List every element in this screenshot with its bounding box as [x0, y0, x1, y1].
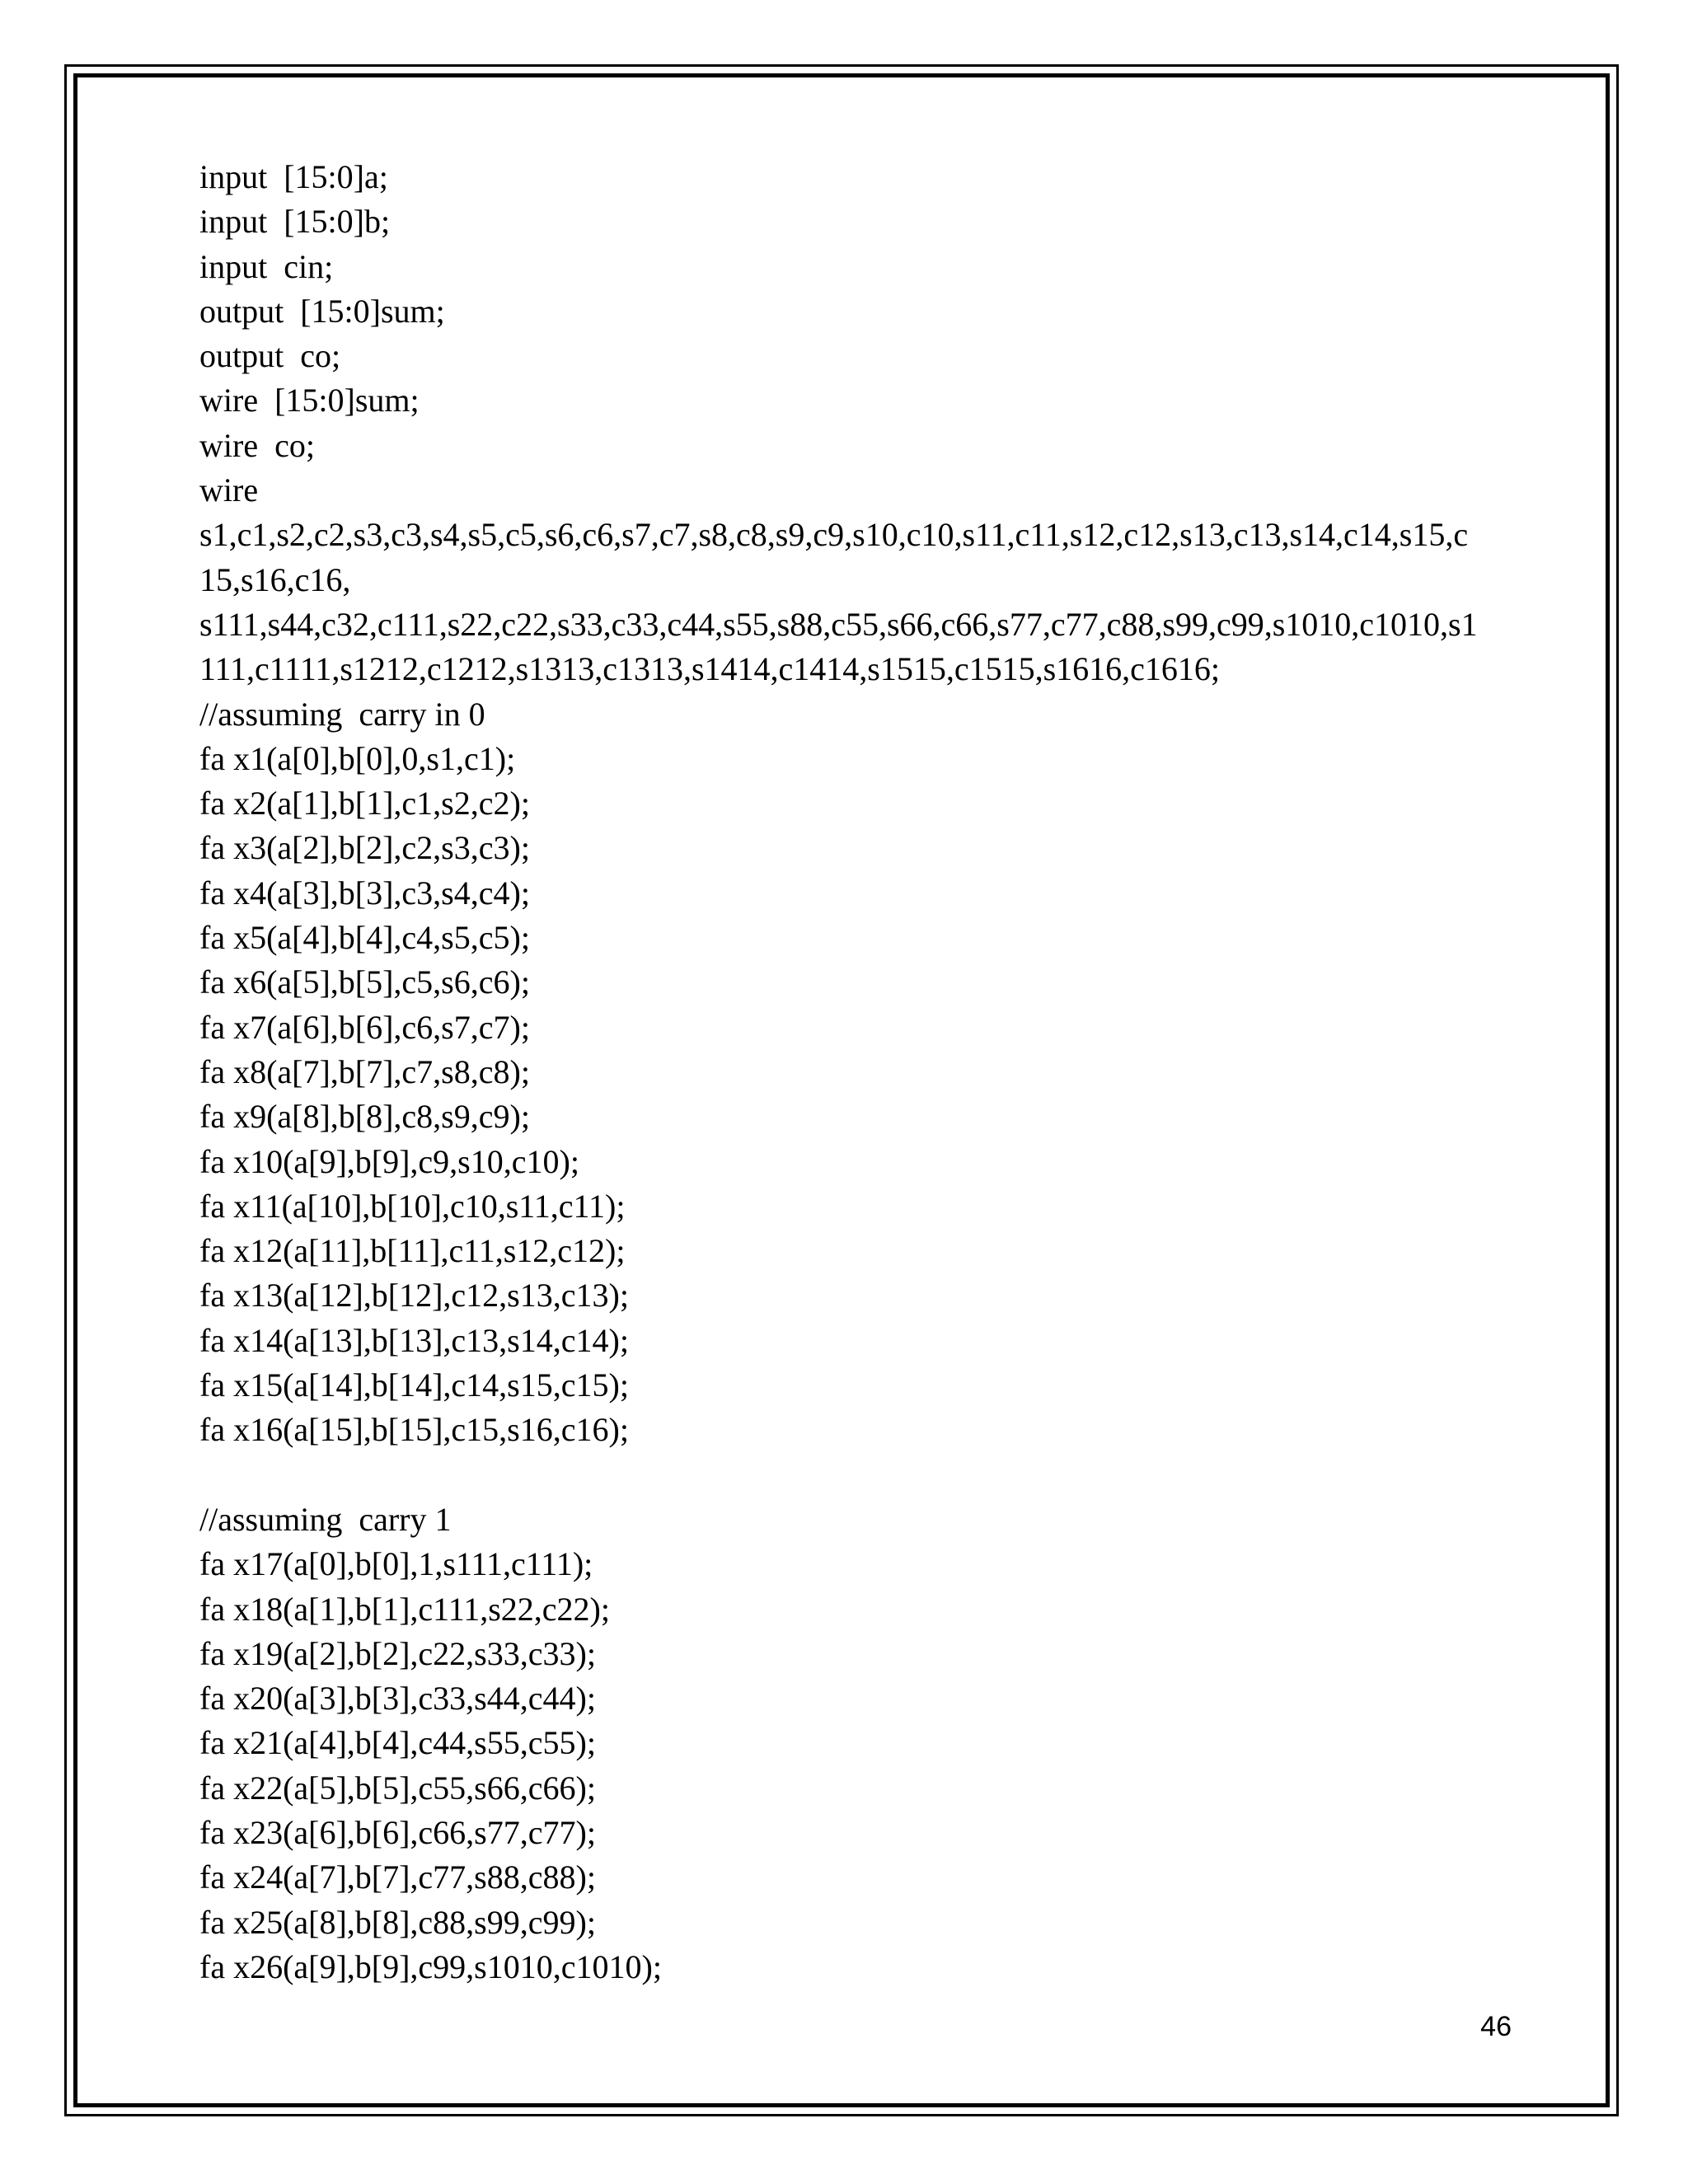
code-line: fa x12(a[11],b[11],c11,s12,c12); — [199, 1232, 626, 1270]
code-line: output co; — [199, 337, 341, 375]
code-line: fa x2(a[1],b[1],c1,s2,c2); — [199, 785, 530, 823]
code-line: fa x16(a[15],b[15],c15,s16,c16); — [199, 1411, 629, 1449]
code-line: fa x14(a[13],b[13],c13,s14,c14); — [199, 1321, 629, 1359]
code-line: fa x7(a[6],b[6],c6,s7,c7); — [199, 1008, 530, 1046]
code-line: fa x24(a[7],b[7],c77,s88,c88); — [199, 1858, 596, 1896]
code-line: fa x22(a[5],b[5],c55,s66,c66); — [199, 1769, 596, 1807]
code-line: fa x20(a[3],b[3],c33,s44,c44); — [199, 1680, 596, 1718]
code-line: fa x23(a[6],b[6],c66,s77,c77); — [199, 1813, 596, 1851]
code-comment: //assuming carry in 0 — [199, 695, 485, 733]
code-line: fa x4(a[3],b[3],c3,s4,c4); — [199, 874, 530, 912]
code-line: fa x6(a[5],b[5],c5,s6,c6); — [199, 963, 530, 1001]
code-line: fa x21(a[4],b[4],c44,s55,c55); — [199, 1724, 596, 1762]
code-line: input cin; — [199, 247, 334, 285]
code-line: s111,s44,c32,c111,s22,c22,s33,c33,c44,s55,s88,c55,s66,c66,s77,c77,c88,s99,c99,s1010,c1010,s1 — [199, 605, 1478, 643]
blank-line — [199, 1453, 1518, 1497]
code-line: wire co; — [199, 426, 315, 464]
code-line: wire — [199, 471, 259, 509]
code-line: s1,c1,s2,c2,s3,c3,s4,s5,c5,s6,c6,s7,c7,s8,c8,s9,c9,s10,c10,s11,c11,s12,c12,s13,c13,s14,c14,s15,c — [199, 516, 1469, 554]
code-line: fa x10(a[9],b[9],c9,s10,c10); — [199, 1142, 579, 1180]
page-number: 46 — [1480, 2011, 1512, 2042]
code-line: 15,s16,c16, — [199, 560, 351, 598]
code-line: fa x3(a[2],b[2],c2,s3,c3); — [199, 829, 530, 867]
code-line: fa x18(a[1],b[1],c111,s22,c22); — [199, 1590, 610, 1628]
code-line: fa x9(a[8],b[8],c8,s9,c9); — [199, 1098, 530, 1136]
code-line: fa x25(a[8],b[8],c88,s99,c99); — [199, 1903, 596, 1941]
code-line: fa x19(a[2],b[2],c22,s33,c33); — [199, 1634, 596, 1672]
code-line: wire [15:0]sum; — [199, 382, 420, 419]
code-line: fa x1(a[0],b[0],0,s1,c1); — [199, 739, 516, 777]
code-line: fa x13(a[12],b[12],c12,s13,c13); — [199, 1277, 629, 1315]
code-line: fa x8(a[7],b[7],c7,s8,c8); — [199, 1052, 530, 1090]
code-line: input [15:0]b; — [199, 203, 391, 241]
code-line: fa x5(a[4],b[4],c4,s5,c5); — [199, 919, 530, 957]
code-line: fa x26(a[9],b[9],c99,s1010,c1010); — [199, 1947, 662, 1985]
code-line: output [15:0]sum; — [199, 292, 445, 330]
code-line: fa x17(a[0],b[0],1,s111,c111); — [199, 1545, 593, 1583]
code-line: 111,c1111,s1212,c1212,s1313,c1313,s1414,c1414,s1515,c1515,s1616,c1616; — [199, 650, 1221, 688]
code-listing — [199, 155, 1518, 1990]
code-comment: //assuming carry 1 — [199, 1500, 452, 1538]
code-line: fa x15(a[14],b[14],c14,s15,c15); — [199, 1366, 629, 1404]
code-line: fa x11(a[10],b[10],c10,s11,c11); — [199, 1187, 626, 1225]
code-line: input [15:0]a; — [199, 158, 388, 195]
